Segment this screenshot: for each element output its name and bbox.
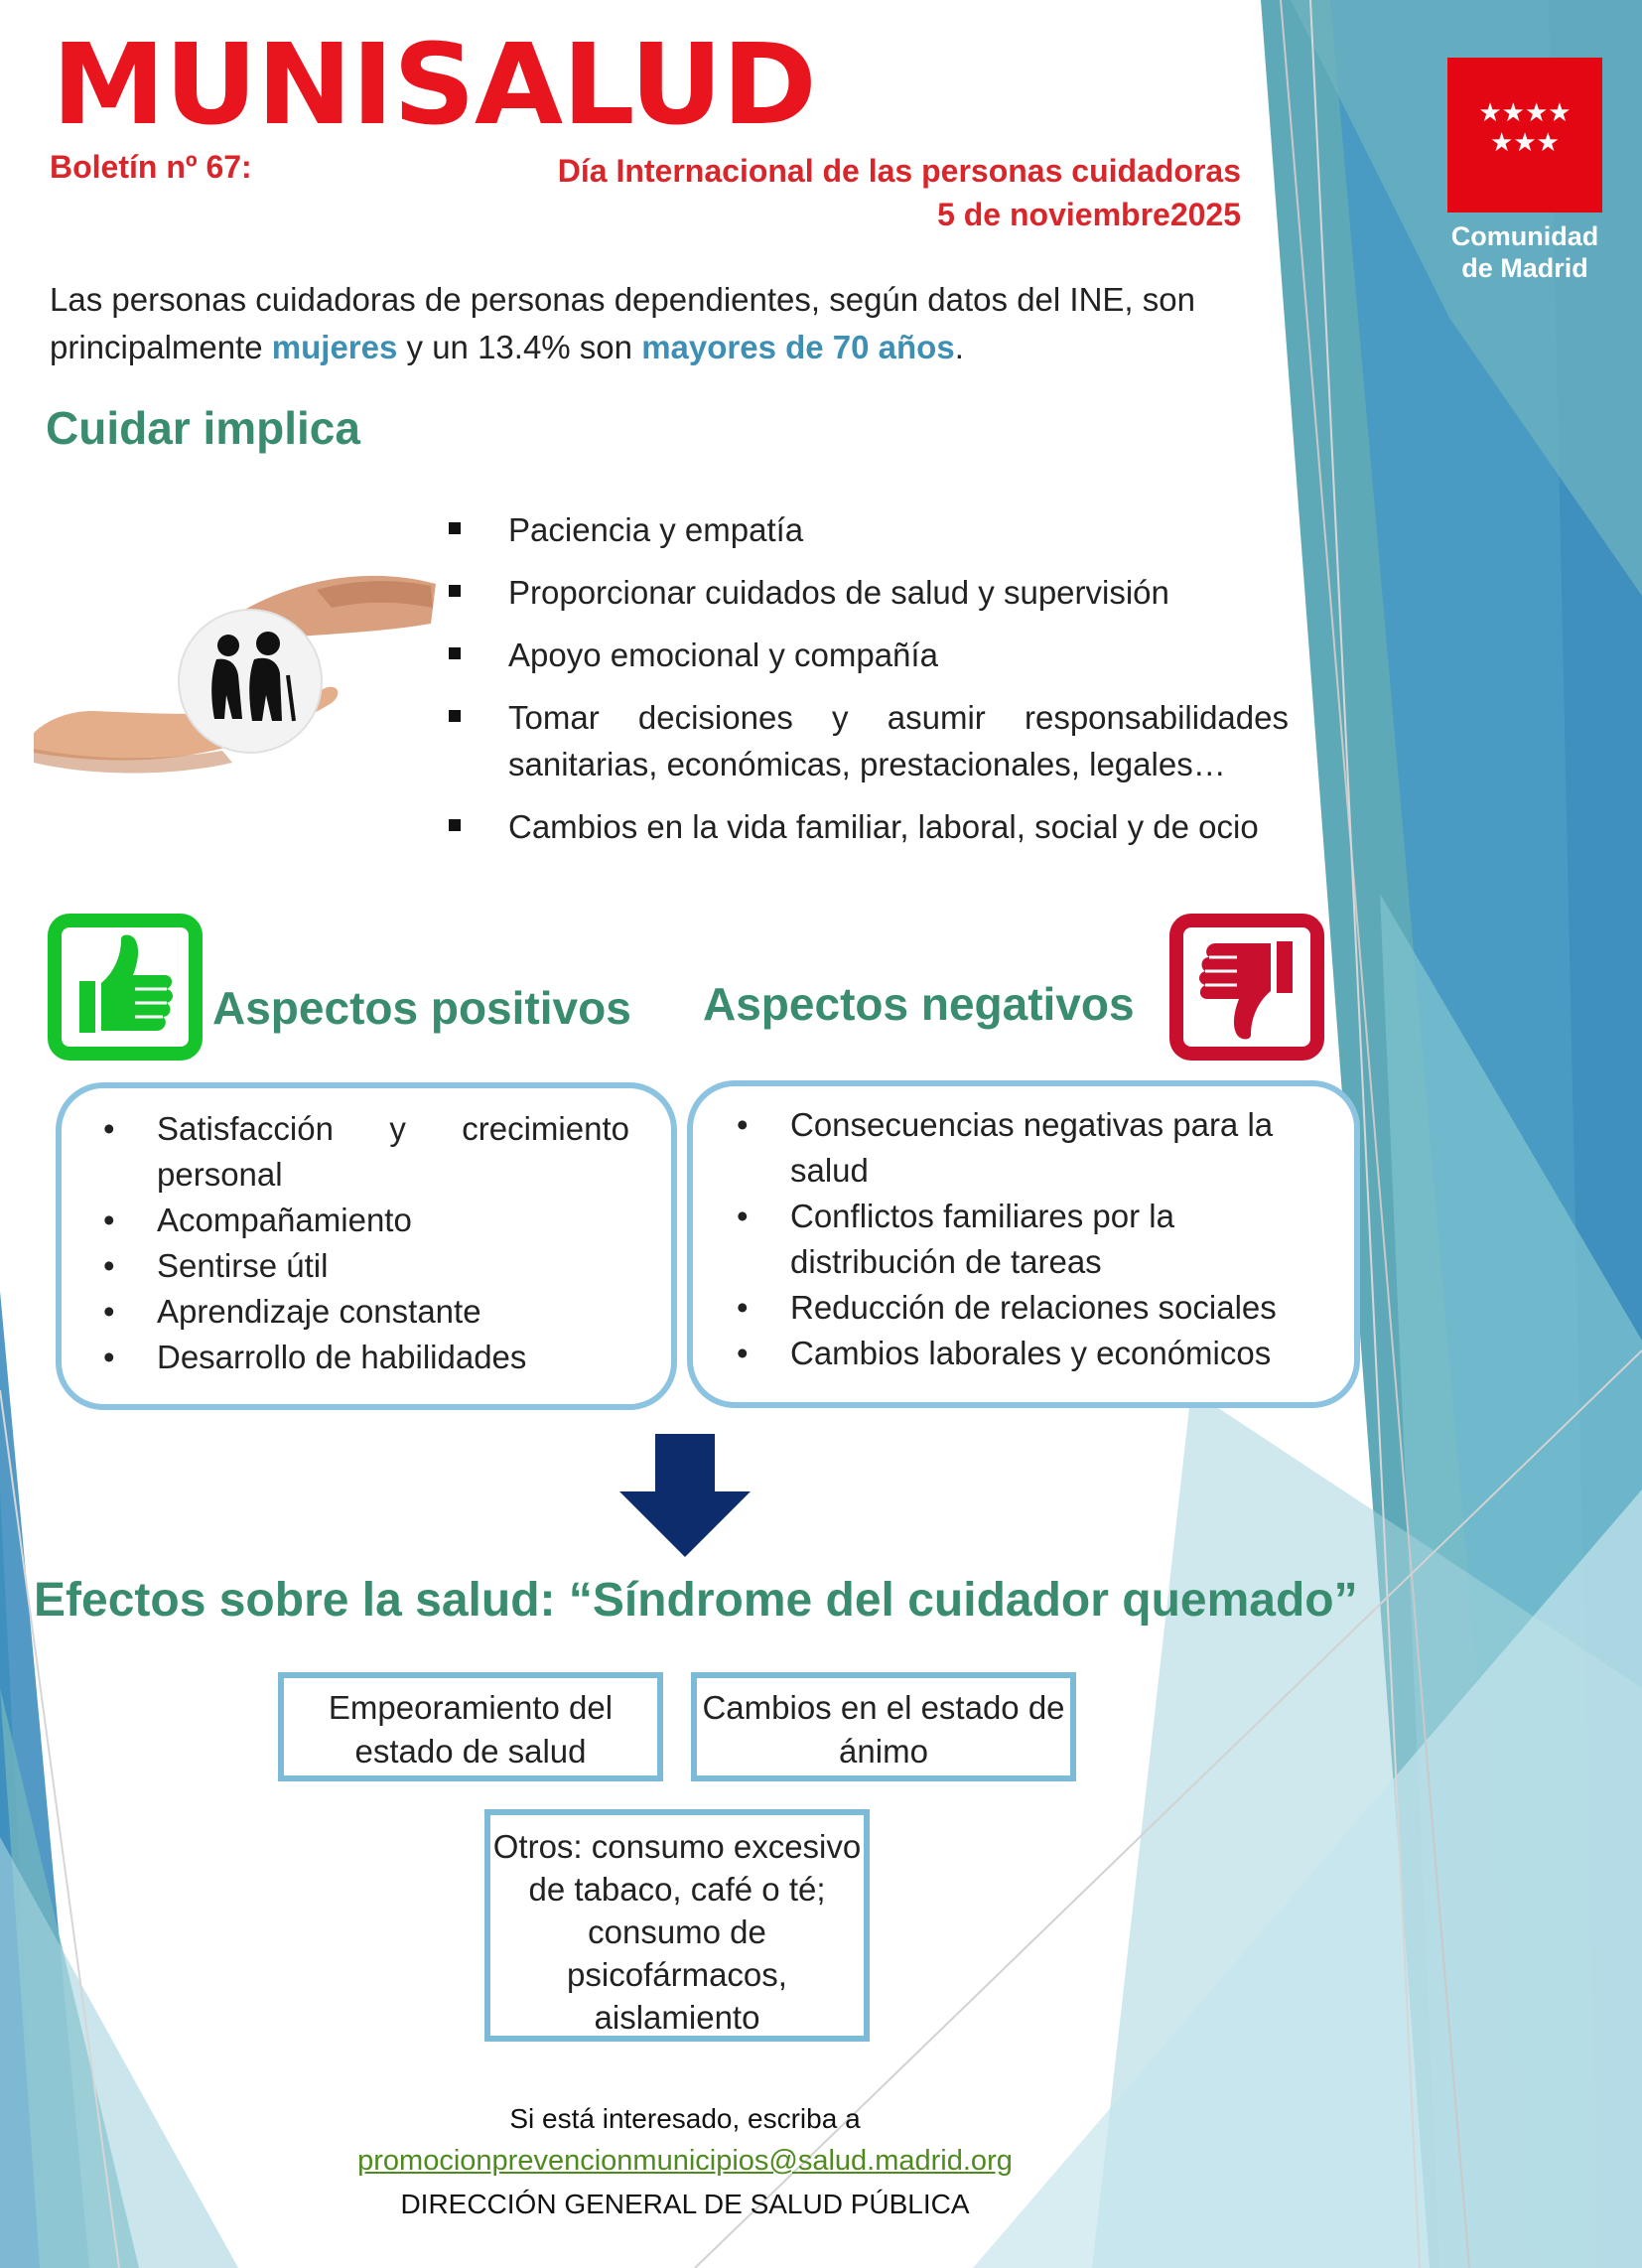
positive-item-cont: personal [157,1156,283,1193]
bulletin-number: Boletín nº 67: [50,149,252,185]
intro-text-c: . [954,329,964,365]
positive-item-text: Acompañamiento [157,1202,412,1238]
list-item [727,1102,1322,1194]
cuidar-item-text: Apoyo emocional y compañía [508,637,938,673]
bullet-dot-icon: • [737,1198,749,1234]
footer-department: DIRECCIÓN GENERAL DE SALUD PÚBLICA [400,2189,970,2219]
bullet-dot-icon: • [737,1289,749,1326]
positive-list [93,1106,629,1380]
bullet-dot-icon: • [103,1247,115,1284]
negative-item-text: Consecuencias negativas para la salud [790,1106,1274,1189]
square-bullet-icon [449,819,461,831]
intro-paragraph [50,276,1291,371]
down-arrow-icon [619,1434,751,1557]
list-item [727,1331,1322,1376]
intro-text-a: Las personas cuidadoras de personas dependientes, según datos del INE, son principalmente [50,281,1195,365]
stars-row-1: ★★★★ [1478,97,1572,127]
square-bullet-icon [449,585,461,597]
negative-item-text: Reducción de relaciones sociales [790,1289,1277,1326]
thumbs-down-icon [1169,914,1324,1061]
intro-highlight-age: mayores de 70 años [641,329,955,365]
bullet-dot-icon: • [103,1110,115,1147]
cuidar-list [449,506,1289,866]
event-date: 5 de noviembre2025 [937,197,1241,232]
logo-org-line1: Comunidad [1450,221,1599,251]
bullet-dot-icon: • [737,1335,749,1371]
square-bullet-icon [449,647,461,659]
list-item [93,1198,629,1243]
bullet-dot-icon: • [737,1106,749,1143]
footer-email-link[interactable]: promocionprevencionmunicipios@salud.madrid.org [357,2145,1013,2177]
list-item [449,803,1289,850]
list-item [449,694,1289,787]
logo-stars [1447,97,1602,157]
list-item [93,1243,629,1289]
positive-item-text: Desarrollo de habilidades [157,1339,527,1375]
positive-item-text: Aprendizaje constante [157,1293,481,1330]
caring-hands-image [34,564,441,802]
word: y [389,1110,406,1147]
event-title: Día Internacional de las personas cuidadoras [557,153,1241,189]
list-item [449,632,1289,678]
list-item [449,506,1289,553]
event-heading [437,149,1241,236]
bullet-dot-icon: • [103,1293,115,1330]
effect-box-health: Empeoramiento del estado de salud [278,1672,663,1781]
positive-item-text: Sentirse útil [157,1247,329,1284]
stars-row-2: ★★★ [1490,127,1560,157]
negative-list [727,1102,1322,1376]
square-bullet-icon [449,710,461,722]
negative-item-text: Conflictos familiares por la distribución de tareas [790,1198,1174,1280]
positive-aspects-box [56,1082,677,1410]
comunidad-madrid-logo [1447,58,1602,213]
logo-org-line2: de Madrid [1461,253,1588,283]
brand-title: MUNISALUD [52,21,816,150]
cuidar-item-text: Cambios en la vida familiar, laboral, social y de ocio [508,808,1259,845]
effects-heading: Efectos sobre la salud: “Síndrome del cuidador quemado” [34,1574,1358,1627]
word: crecimiento [462,1110,629,1147]
effect-box-others: Otros: consumo excesivo de tabaco, café o té; consumo de psicofármacos, aislamiento [484,1809,870,2042]
list-item [93,1106,629,1198]
intro-text-b: y un 13.4% son [397,329,642,365]
cuidar-item-text: Tomar decisiones y asumir responsabilidades sanitarias, económicas, prestacionales, legales… [508,699,1289,782]
effect-box-mood: Cambios en el estado de ánimo [691,1672,1076,1781]
list-item [727,1194,1322,1285]
list-item [727,1285,1322,1331]
negative-heading: Aspectos negativos [703,978,1135,1030]
bullet-dot-icon: • [103,1202,115,1238]
negative-item-text: Cambios laborales y económicos [790,1335,1272,1371]
positive-heading: Aspectos positivos [212,982,631,1034]
square-bullet-icon [449,522,461,534]
footer-contact-intro: Si está interesado, escriba a [509,2103,861,2134]
intro-highlight-women: mujeres [271,329,398,365]
positive-item-text [157,1106,629,1152]
list-item [93,1289,629,1335]
cuidar-heading: Cuidar implica [46,402,360,454]
bullet-dot-icon: • [103,1339,115,1375]
thumbs-up-icon [48,914,203,1061]
list-item [449,569,1289,616]
cuidar-item-text: Proporcionar cuidados de salud y supervisión [508,574,1169,611]
negative-aspects-box [687,1080,1360,1408]
list-item [93,1335,629,1380]
word: Satisfacción [157,1110,334,1147]
logo-text [1420,220,1630,284]
cuidar-item-text: Paciencia y empatía [508,511,804,548]
